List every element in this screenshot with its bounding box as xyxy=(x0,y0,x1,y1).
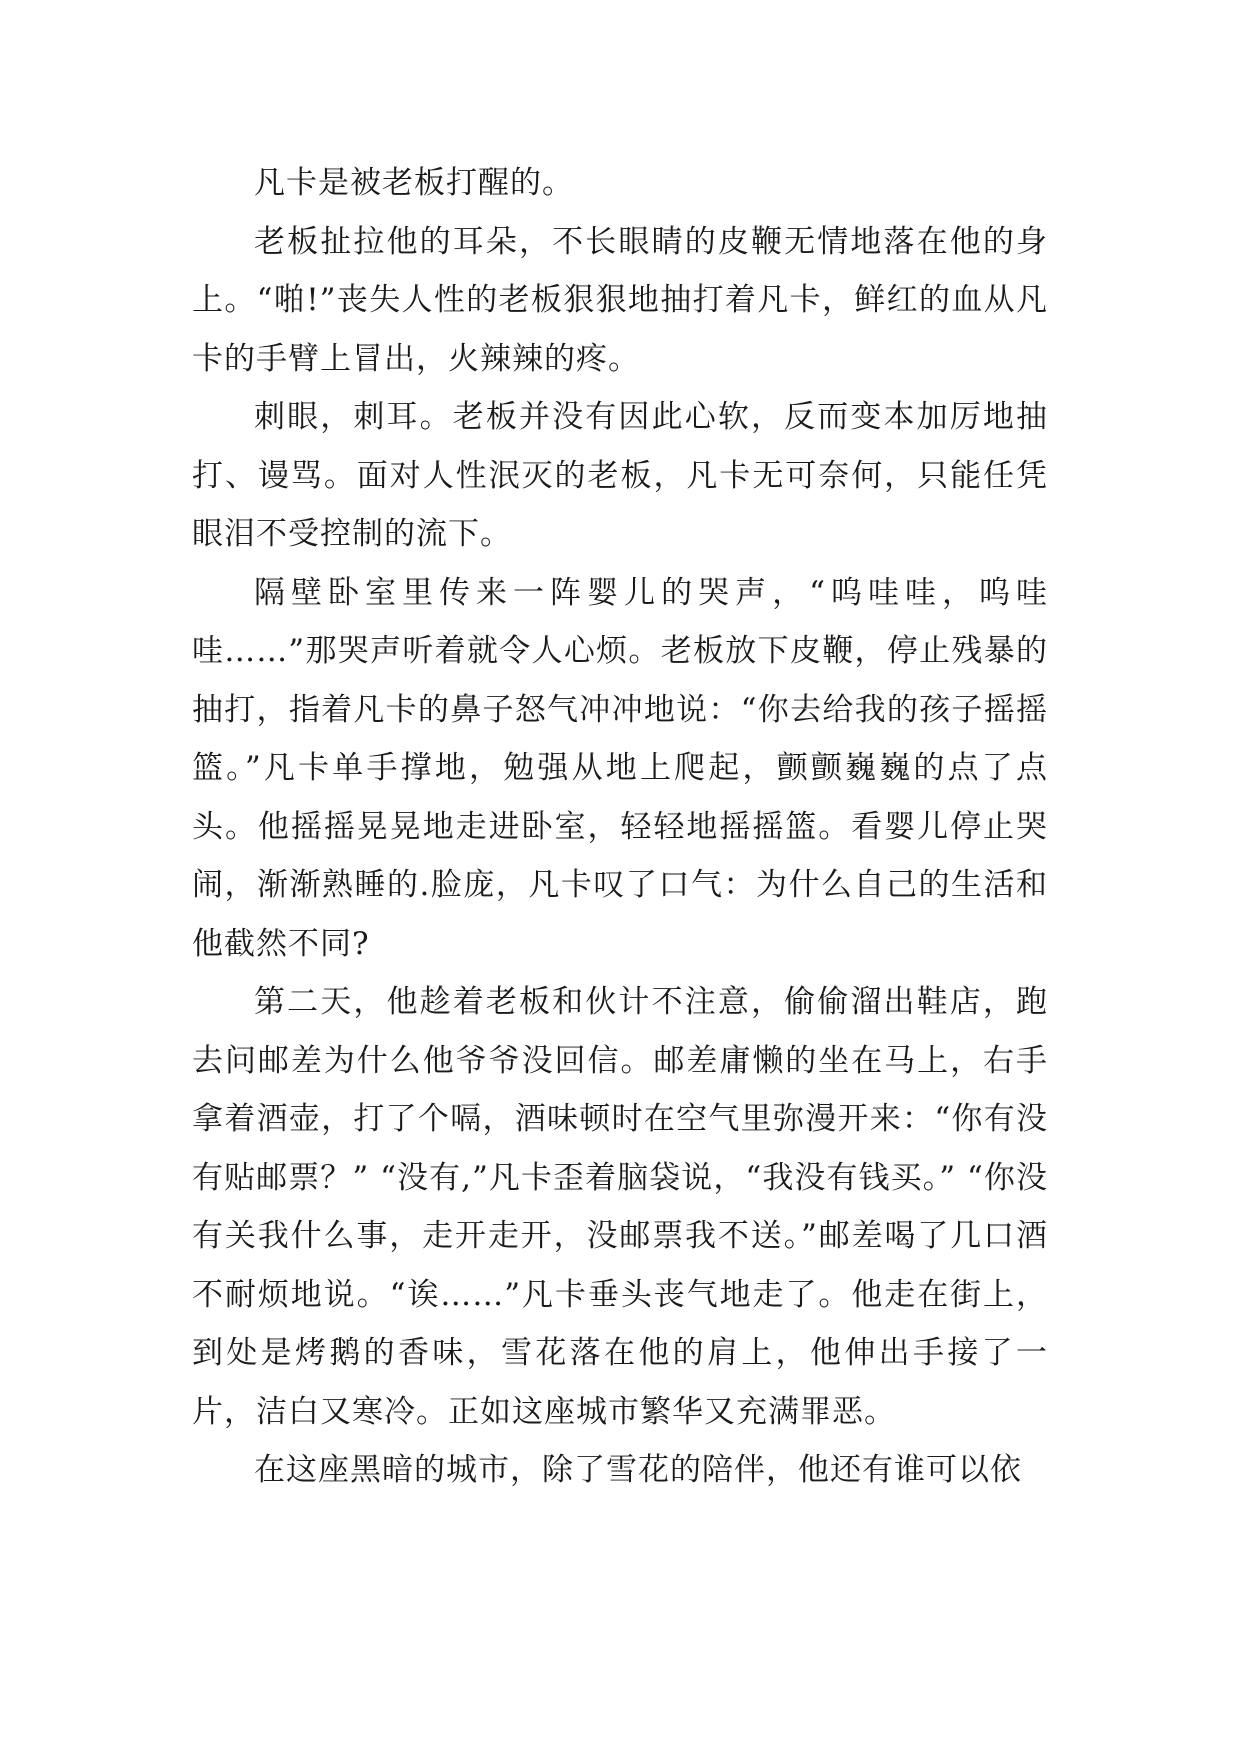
document-body xyxy=(192,154,1048,1500)
paragraph-1: 凡卡是被老板打醒的。 xyxy=(254,165,574,201)
paragraph-4: 隔壁卧室里传来一阵婴儿的哭声，“呜哇哇，呜哇哇……”那哭声听着就令人心烦。老板放下皮鞭，停止残暴的抽打，指着凡卡的鼻子怒气冲冲地说：“你去给我的孩子摇摇篮。”凡卡单手撑地，勉强从地上爬起，颤颤巍巍的点了点头。他摇摇晃晃地走进卧室，轻轻地摇摇篮。看婴儿停止哭闹，渐渐熟睡的.脸庞，凡卡叹了口气：为什么自己的生活和他截然不同? xyxy=(192,574,1048,962)
paragraph-5: 第二天，他趁着老板和伙计不注意，偷偷溜出鞋店，跑去问邮差为什么他爷爷没回信。邮差庸懒的坐在马上，右手拿着酒壶，打了个嗝，酒味顿时在空气里弥漫开来：“你有没有贴邮票？” “没有,”凡卡歪着脑袋说，“我没有钱买。” “你没有关我什么事，走开走开，没邮票我不送。”邮差喝了几口酒不耐烦地说。“诶……”凡卡垂头丧气地走了。他走在街上，到处是烤鹅的香味，雪花落在他的肩上，他伸出手接了一片，洁白又寒冷。正如这座城市繁华又充满罪恶。 xyxy=(192,984,1048,1430)
paragraph-6: 在这座黑暗的城市，除了雪花的陪伴，他还有谁可以依 xyxy=(254,1452,1022,1488)
paragraph-2: 老板扯拉他的耳朵，不长眼睛的皮鞭无情地落在他的身上。“啪!”丧失人性的老板狠狠地抽打着凡卡，鲜红的血从凡卡的手臂上冒出，火辣辣的疼。 xyxy=(192,223,1048,377)
paragraph-3: 刺眼，刺耳。老板并没有因此心软，反而变本加厉地抽打、谩骂。面对人性泯灭的老板，凡卡无可奈何，只能任凭眼泪不受控制的流下。 xyxy=(192,399,1048,552)
